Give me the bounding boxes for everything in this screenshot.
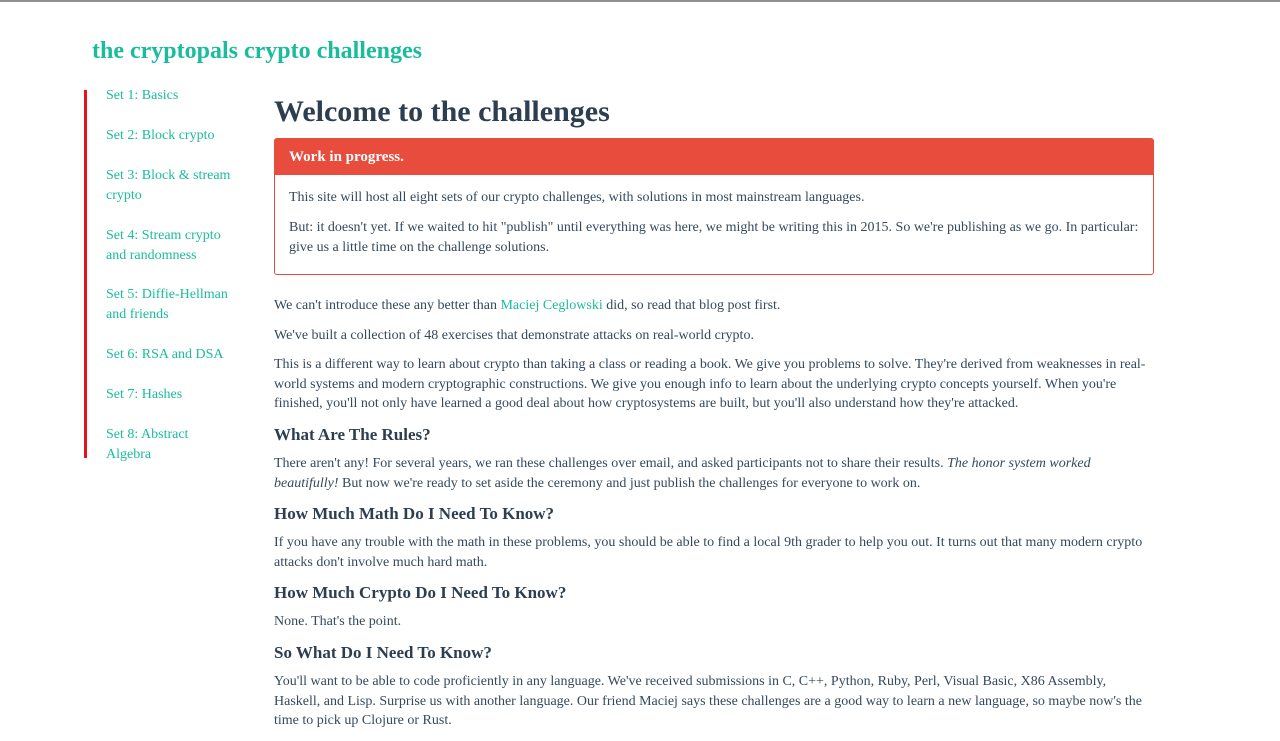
- sidebar-item-set-4[interactable]: Set 4: Stream crypto and randomness: [106, 228, 221, 263]
- main-content: [274, 92, 1154, 741]
- sidebar-item-set-6[interactable]: Set 6: RSA and DSA: [106, 347, 224, 362]
- rules-text: But now we're ready to set aside the ceremony and just publish the challenges for everyone to work on.: [338, 475, 921, 491]
- crypto-heading: How Much Crypto Do I Need To Know?: [274, 583, 567, 603]
- alert-paragraph: But: it doesn't yet. If we waited to hit "publish" until everything was here, we might be writing this in 2015. So we're publishing as we go. In particular: give us a little time on the challenge solutions.: [289, 220, 1139, 255]
- rules-heading: What Are The Rules?: [274, 424, 431, 444]
- intro-paragraph: This is a different way to learn about crypto than taking a class or reading a book. We give you problems to solve. They're derived from weaknesses in real-world systems and modern cryptographic constructions. We give you enough info to learn about the underlying crypto concepts yourself. When you're finished, you'll not only have learned a good deal about how cryptosystems are built, but you'll also understand how they're attacked.: [274, 357, 1146, 412]
- knowledge-heading: So What Do I Need To Know?: [274, 642, 492, 662]
- article-body: [274, 296, 1154, 731]
- crypto-paragraph: None. That's the point.: [274, 614, 402, 630]
- site-title[interactable]: the cryptopals crypto challenges: [92, 38, 422, 64]
- work-in-progress-alert: [274, 138, 1154, 275]
- top-border: [0, 0, 1280, 2]
- page-title: Welcome to the challenges: [274, 95, 610, 128]
- sidebar-item-set-1[interactable]: Set 1: Basics: [106, 88, 179, 103]
- intro-paragraph: We've built a collection of 48 exercises that demonstrate attacks on real-world crypto.: [274, 327, 754, 343]
- sidebar-item-set-2[interactable]: Set 2: Block crypto: [106, 128, 215, 143]
- intro-paragraph: [274, 296, 1154, 316]
- rules-paragraph: [274, 454, 1154, 493]
- maciej-ceglowski-link[interactable]: Maciej Ceglowski: [500, 298, 603, 313]
- alert-body: [275, 175, 1153, 274]
- intro-text: We can't introduce these any better than: [274, 298, 501, 313]
- honor-system-emphasis: The honor system worked beautifully!: [274, 455, 1091, 491]
- alert-paragraph: This site will host all eight sets of our crypto challenges, with solutions in most mainstream languages.: [289, 190, 865, 205]
- sidebar-nav: [84, 88, 237, 462]
- intro-text: did, so read that blog post first.: [602, 298, 781, 313]
- sidebar-item-set-3[interactable]: Set 3: Block & stream crypto: [106, 168, 231, 203]
- math-heading: How Much Math Do I Need To Know?: [274, 504, 555, 524]
- sidebar-item-set-8[interactable]: Set 8: Abstract Algebra: [106, 427, 189, 462]
- alert-heading: Work in progress.: [275, 139, 1153, 175]
- math-paragraph: If you have any trouble with the math in these problems, you should be able to find a local 9th grader to help you out. It turns out that many modern crypto attacks don't involve much hard math.: [274, 535, 1143, 570]
- knowledge-paragraph: You'll want to be able to code proficiently in any language. We've received submissions in C, C++, Python, Ruby, Perl, Visual Basic, X86 Assembly, Haskell, and Lisp. Surprise us with another language. Our friend Maciej says these challenges are a good way to learn a new language, so maybe now's the time to pick up Clojure or Rust.: [274, 673, 1142, 729]
- rules-text: There aren't any! For several years, we ran these challenges over email, and asked participants not to share their results.: [274, 455, 948, 471]
- sidebar-item-set-7[interactable]: Set 7: Hashes: [106, 387, 183, 402]
- sidebar-item-set-5[interactable]: Set 5: Diffie-Hellman and friends: [106, 287, 228, 322]
